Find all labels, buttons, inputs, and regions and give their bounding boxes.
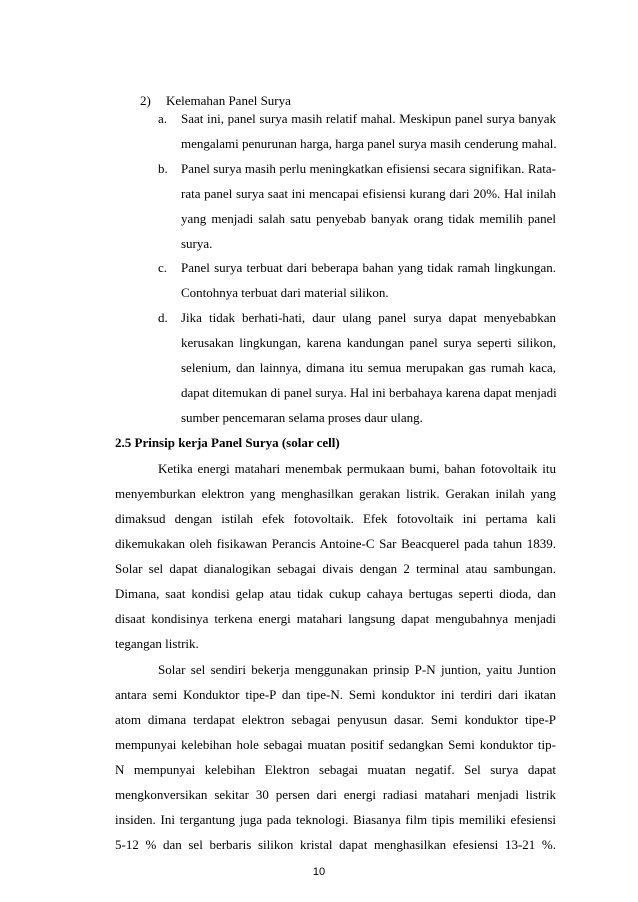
- paragraph-line: Solar sel dapat dianalogikan sebagai divais dengan 2 terminal atau sambungan.: [115, 561, 556, 576]
- paragraph-line: menyemburkan elektron yang menghasilkan gerakan listrik. Gerakan inilah yang: [115, 486, 556, 501]
- paragraph-line: Ketika energi matahari menembak permukaan bumi, bahan fotovoltaik itu: [158, 461, 556, 476]
- list-item-marker: d.: [158, 310, 168, 325]
- paragraph-line: antara semi Konduktor tipe-P dan tipe-N. Semi konduktor ini terdiri dari ikatan: [115, 687, 556, 702]
- paragraph-line: atom dimana terdapat elektron sebagai penyusun dasar. Semi konduktor tipe-P: [115, 712, 556, 727]
- paragraph-line: Dimana, saat kondisi gelap atau tidak cukup cahaya bertugas seperti dioda, dan: [115, 586, 556, 601]
- paragraph-line: 5-12 % dan sel berbaris silikon kristal dapat menghasilkan efesiensi 13-21 %.: [115, 837, 556, 852]
- list-item-line: Contohnya terbuat dari material silikon.: [181, 285, 389, 300]
- section-heading: 2.5 Prinsip kerja Panel Surya (solar cell): [115, 435, 340, 450]
- list-item-line: rata panel surya saat ini mencapai efisiensi kurang dari 20%. Hal inilah: [181, 186, 556, 201]
- paragraph-line: tegangan listrik.: [115, 636, 199, 651]
- paragraph-line: insiden. Ini tergantung juga pada teknologi. Biasanya film tipis memiliki efesiensi: [115, 812, 556, 827]
- list-item-line: dapat ditemukan di panel surya. Hal ini berbahaya karena dapat menjadi: [181, 385, 557, 400]
- paragraph-line: dimaksud dengan istilah efek fotovoltaik. Efek fotovoltaik ini pertama kali: [115, 511, 556, 526]
- paragraph-line: disaat kondisinya terkena energi matahari langsung dapat mengubahnya menjadi: [115, 611, 556, 626]
- page-number: 10: [312, 866, 326, 878]
- list-item-marker: c.: [158, 260, 168, 275]
- list-item-line: selenium, dan lainnya, dimana itu semua merupakan gas rumah kaca,: [181, 360, 556, 375]
- list-item-line: Panel surya masih perlu meningkatkan efisiensi secara signifikan. Rata-: [181, 161, 556, 176]
- list-item-line: Jika tidak berhati-hati, daur ulang panel surya dapat menyebabkan: [181, 310, 556, 325]
- list-item-line: sumber pencemaran selama proses daur ulang.: [181, 410, 423, 425]
- paragraph-line: dikemukakan oleh fisikawan Perancis Antoine-C Sar Beacquerel pada tahun 1839.: [115, 536, 556, 551]
- paragraph-line: mengkonversikan sekitar 30 persen dari energi radiasi matahari menjadi listrik: [115, 787, 556, 802]
- list-item-marker: a.: [158, 111, 168, 126]
- list-item-line: Panel surya terbuat dari beberapa bahan yang tidak ramah lingkungan.: [181, 260, 556, 275]
- list-item-line: kerusakan lingkungan, karena kandungan panel surya seperti silikon,: [181, 335, 556, 350]
- paragraph-line: mempunyai kelebihan hole sebagai muatan positif sedangkan Semi konduktor tip-: [115, 737, 556, 752]
- list-item-marker: b.: [158, 161, 168, 176]
- paragraph-line: Solar sel sendiri bekerja menggunakan prinsip P-N juntion, yaitu Juntion: [158, 662, 556, 677]
- list-item-line: Saat ini, panel surya masih relatif mahal. Meskipun panel surya banyak: [181, 111, 556, 126]
- list-item-line: yang menjadi salah satu penyebab banyak orang tidak memilih panel: [181, 211, 556, 226]
- list-heading-text: Kelemahan Panel Surya: [166, 93, 291, 108]
- list-item-line: mengalami penurunan harga, harga panel surya masih cenderung mahal.: [181, 136, 557, 151]
- paragraph-line: N mempunyai kelebihan Elektron sebagai muatan negatif. Sel surya dapat: [115, 762, 556, 777]
- list-item-line: surya.: [181, 236, 213, 251]
- list-heading-number: 2): [140, 93, 151, 108]
